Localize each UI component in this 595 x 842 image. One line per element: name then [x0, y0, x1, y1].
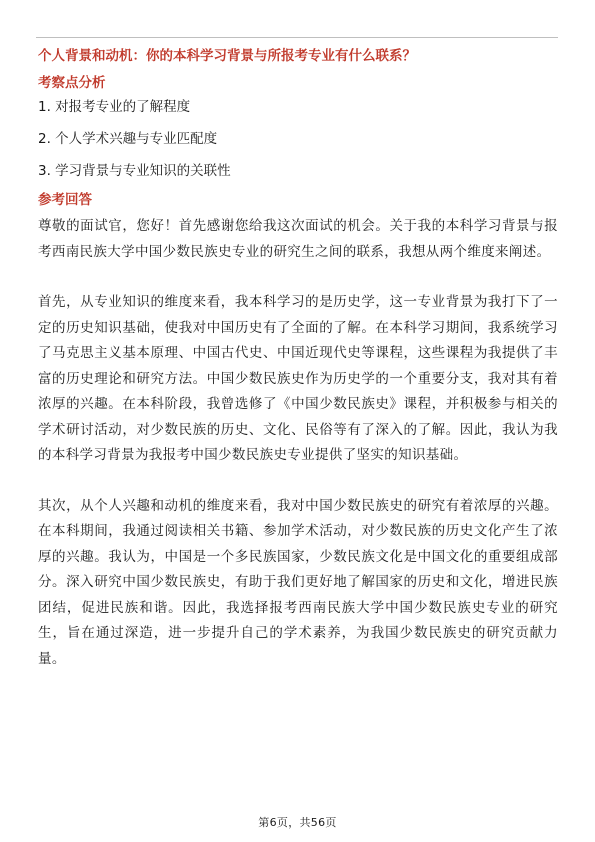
point-item: 3. 学习背景与专业知识的关联性	[38, 163, 231, 179]
points-list	[38, 97, 558, 181]
answer-heading: 参考回答	[38, 192, 92, 208]
answer-paragraph-first: 首先，从专业知识的维度来看，我本科学习的是历史学，这一专业背景为我打下了一定的历史知识基础，使我对中国历史有了全面的了解。在本科学习期间，我系统学习了马克思主义基本原理、中国古代史、中国近现代史等课程，这些课程为我提供了丰富的历史理论和研究方法。中国少数民族史作为历史学的一个重要分支，我对其有着浓厚的兴趣。在本科阶段，我曾选修了《中国少数民族史》课程，并积极参与相关的学术研讨活动，对少数民族的历史、文化、民俗等有了深入的了解。因此，我认为我的本科学习背景为我报考中国少数民族史专业提供了坚实的知识基础。	[38, 294, 558, 463]
point-item: 1. 对报考专业的了解程度	[38, 99, 191, 115]
point-item: 2. 个人学术兴趣与专业匹配度	[38, 131, 218, 147]
answer-paragraph-intro: 尊敬的面试官，您好！首先感谢您给我这次面试的机会。关于我的本科学习背景与报考西南民族大学中国少数民族史专业的研究生之间的联系，我想从两个维度来阐述。	[38, 218, 558, 260]
page-content	[38, 46, 558, 672]
points-heading: 考察点分析	[38, 75, 106, 91]
question-title: 个人背景和动机：你的本科学习背景与所报考专业有什么联系？	[38, 48, 416, 64]
page-number-footer: 第6页，共56页	[258, 816, 337, 829]
answer-paragraph-second: 其次，从个人兴趣和动机的维度来看，我对中国少数民族史的研究有着浓厚的兴趣。在本科期间，我通过阅读相关书籍、参加学术活动，对少数民族的历史文化产生了浓厚的兴趣。我认为，中国是一个多民族国家，少数民族文化是中国文化的重要组成部分。深入研究中国少数民族史，有助于我们更好地了解国家的历史和文化，增进民族团结，促进民族和谐。因此，我选择报考西南民族大学中国少数民族史专业的研究生，旨在通过深造，进一步提升自己的学术素养，为我国少数民族史的研究贡献力量。	[38, 497, 558, 667]
header-rule	[36, 37, 558, 38]
